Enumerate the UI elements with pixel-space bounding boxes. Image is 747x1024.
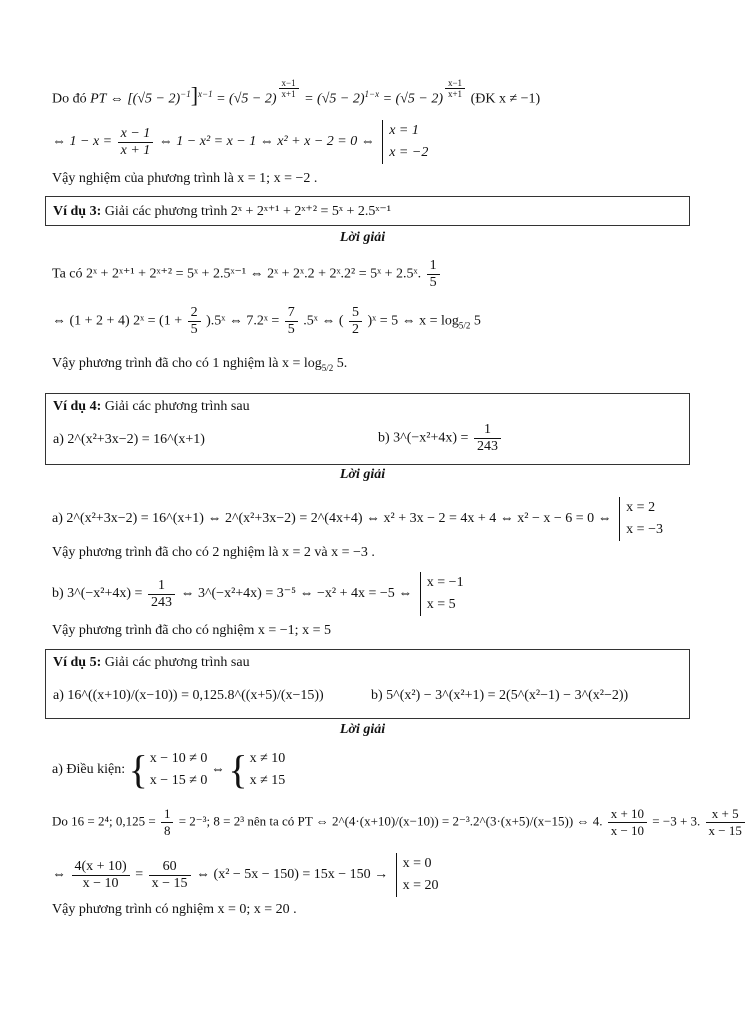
bracket: ] [190,82,199,108]
example-5-a: a) 16^((x+10)/(x−10)) = 0,125.8^((x+5)/(x−15)) [53,688,324,703]
math: b) 3^(−x²+4x) = [52,586,146,602]
solution-set: x = 2 x = −3 [619,497,663,541]
example-5 [53,655,250,671]
math: a) 2^(x²+3x−2) = 16^(x+1) ⇔ 2^(x²+3x−2) = 2^(4x+4) ⇔ x² + 3x − 2 = 4x + 4 ⇔ x² − x − 6 = 0 ⇔ [52,511,612,527]
fraction-exponent: $\frac{x-1}{x+1}$ [279,78,299,99]
line-12: Do 16 = 2⁴; 0,125 = $\frac{1}{8}$ = 2⁻³; 8 = 2³ nên ta có PT ⇔ 2^(4·(x+10)/(x−10)) = 2⁻³.2^(3·(x+5)/(x−15)) ⇔ 4. $\frac{x + 10}{x - 10}$ = −3 + 3. $\frac{x + 5}{x - 15}$ [52,806,747,839]
fraction: $\frac{1}{5}$ [427,258,440,291]
fraction: $\frac{x + 5}{x - 15}$ [706,806,745,839]
conclusion-5: Vậy phương trình có nghiệm x = 0; x = 20 . [52,902,297,917]
fraction: $\frac{2}{5}$ [188,305,201,338]
math: )ˣ = 5 ⇔ x = log [367,313,459,329]
fraction: $\frac{4(x + 10)}{x - 10}$ [72,859,130,892]
example-label: Ví dụ 3: [53,204,102,219]
example-5-box [45,649,690,719]
math: = (√5 − 2) [382,91,443,107]
log-base: 5/2 [321,362,334,373]
condition: (ĐK x ≠ −1) [470,91,541,107]
math: Ta có 2ˣ + 2ˣ⁺¹ + 2ˣ⁺² = 5ˣ + 2.5ˣ⁻¹ ⇔ 2ˣ + 2ˣ.2 + 2ˣ.2² = 5ˣ + 2.5ˣ. [52,266,422,282]
fraction: $\frac{x - 1}{x + 1}$ [118,126,154,159]
example-label: Ví dụ 4: [53,399,102,414]
conclusion-3: Vậy phương trình đã cho có 2 nghiệm là x = 2 và x = −3 . [52,545,375,560]
text: Do đó [52,91,91,107]
brace: { [128,747,148,792]
math: PT ⇔ [(√5 − 2) [90,91,181,107]
solution-heading: Lời giải [339,722,386,737]
fraction: $\frac{7}{5}$ [285,305,298,338]
math: 5 [470,313,481,329]
math: = (√5 − 2) [216,91,277,107]
math: ⇔ (1 + 2 + 4) 2ˣ = (1 + [52,313,186,329]
line-5 [52,305,481,338]
line-9 [52,572,464,616]
example-4-b: b) 3^(−x²+4x) = $\frac{1}{243}$ [378,422,503,455]
solution-set: x = 1 x = −2 [382,120,428,164]
example-4 [53,399,250,415]
line-4 [52,258,442,291]
condition-set: x − 10 ≠ 0 x − 15 ≠ 0 [149,751,208,788]
example-3 [53,203,391,220]
fraction: $\frac{x + 10}{x - 10}$ [608,806,647,839]
math: ⇔ 1 − x² = x − 1 ⇔ x² + x − 2 = 0 ⇔ [158,134,375,150]
line-7 [52,497,663,541]
fraction: $\frac{60}{x - 15}$ [149,859,191,892]
example-4-box [45,393,690,465]
line-2 [52,120,428,164]
line-1 [52,78,540,109]
math: ⇔ 1 − x = [52,134,116,150]
solution-heading: Lời giải [339,467,386,482]
condition-set: x ≠ 10 x ≠ 15 [249,751,286,788]
solution-set: x = −1 x = 5 [420,572,464,616]
conclusion-2: Vậy phương trình đã cho có 1 nghiệm là $x = \log_{5/2} 5$. [52,356,348,373]
math: .5ˣ ⇔ ( [303,313,344,329]
example-label: Ví dụ 5: [53,655,102,670]
brace: { [228,747,248,792]
solution-set: x = 0 x = 20 [396,853,439,897]
line-13: ⇔ $\frac{4(x + 10)}{x - 10}$ = $\frac{60}{x - 15}$ ⇔ (x² − 5x − 150) = 15x − 150 → x = 0 x = 20 [52,853,439,897]
example-5-b: b) 5^(x²) − 3^(x²+1) = 2(5^(x²−1) − 3^(x²−2)) [371,688,629,703]
fraction: $\frac{5}{2}$ [349,305,362,338]
fraction-exponent: $\frac{x-1}{x+1}$ [445,78,465,99]
math: ⇔ 3^(−x²+4x) = 3⁻⁵ ⇔ −x² + 4x = −5 ⇔ [180,586,413,602]
fraction: $\frac{1}{243}$ [474,422,501,455]
exponent: 1−x [364,89,380,99]
example-text: Giải các phương trình sau [101,655,250,670]
example-4-a: a) 2^(x²+3x−2) = 16^(x+1) [53,432,205,447]
line-11: a) Điều kiện: { x − 10 ≠ 0 x − 15 ≠ 0 ⇔ { x ≠ 10 x ≠ 15 [52,747,286,792]
solution-heading: Lời giải [339,230,386,245]
conclusion-4: Vậy phương trình đã cho có nghiệm x = −1; x = 5 [52,623,331,638]
math: ).5ˣ ⇔ 7.2ˣ = [206,313,283,329]
example-3-box [45,196,690,226]
example-text: Giải các phương trình sau [101,399,250,414]
exponent: −1 [180,89,191,99]
math: = (√5 − 2) [304,91,365,107]
example-text: Giải các phương trình 2ˣ + 2ˣ⁺¹ + 2ˣ⁺² = 5ˣ + 2.5ˣ⁻¹ [101,204,391,219]
conclusion-1: Vậy nghiệm của phương trình là x = 1; x = −2 . [52,171,318,186]
fraction: $\frac{1}{8}$ [161,806,174,839]
fraction: $\frac{1}{243}$ [148,578,175,611]
log-base: 5/2 [458,320,471,331]
exponent: x−1 [198,89,213,99]
